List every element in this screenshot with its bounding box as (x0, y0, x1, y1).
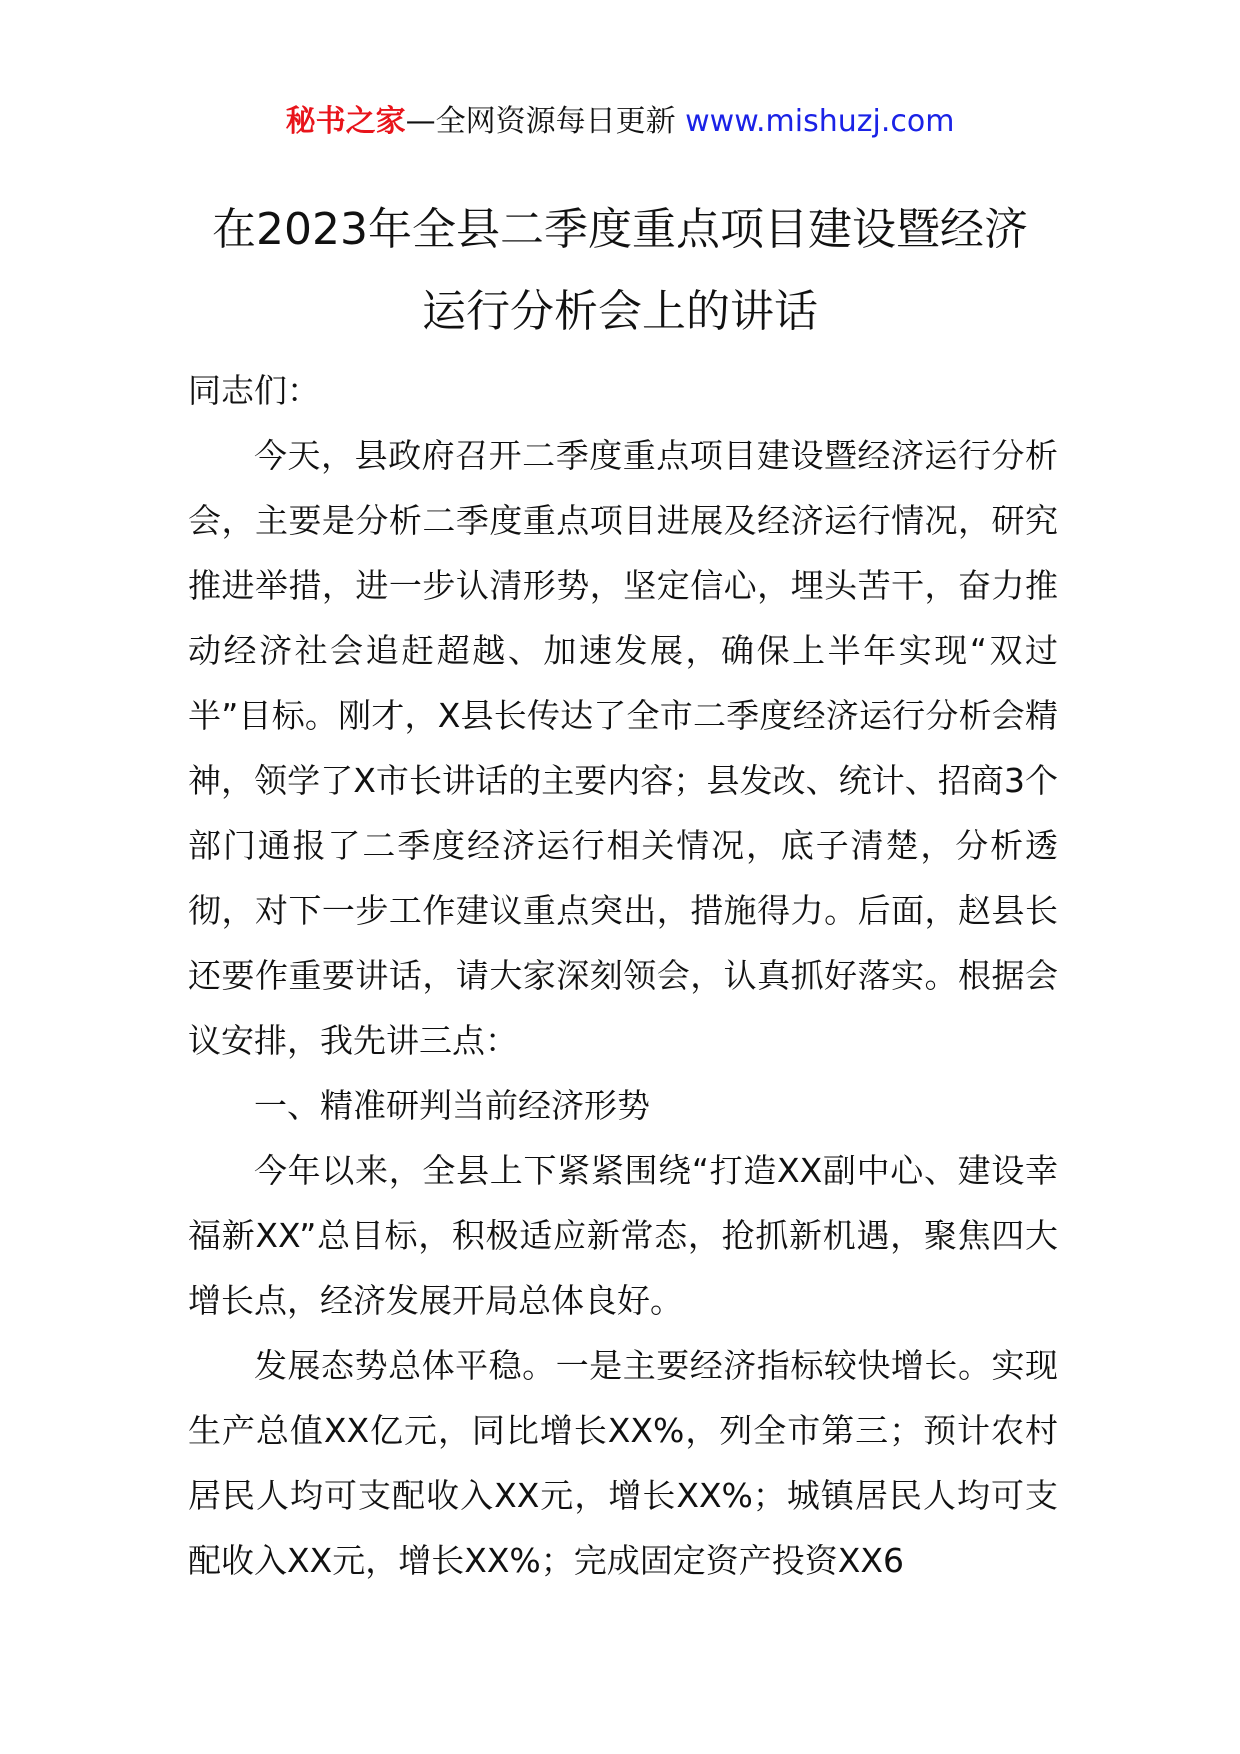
brand-name: 秘书之家 (285, 104, 406, 139)
site-header (0, 100, 1240, 144)
site-url-link[interactable]: www.mishuzj.com (685, 104, 955, 139)
section-heading-1: 一、精准研判当前经济形势 (254, 1086, 650, 1125)
document-body (188, 358, 1058, 1593)
paragraph-indicators: 发展态势总体平稳。一是主要经济指标较快增长。实现生产总值XX亿元，同比增长XX%，列全市第三；预计农村居民人均可支配收入XX元，增长XX%；城镇居民人均可支配收入XX元，增长XX%；完成固定资产投资XX6 (188, 1346, 1058, 1580)
document-title (100, 189, 1140, 353)
salutation: 同志们： (188, 371, 320, 410)
paragraph-overview: 今年以来，全县上下紧紧围绕“打造XX副中心、建设幸福新XX”总目标，积极适应新常态，抢抓新机遇，聚焦四大增长点，经济发展开局总体良好。 (188, 1151, 1058, 1320)
document-title-line-2: 运行分析会上的讲话 (422, 286, 818, 338)
document-title-line-1: 在2023年全县二季度重点项目建设暨经济 (212, 204, 1028, 256)
paragraph-opening: 今天，县政府召开二季度重点项目建设暨经济运行分析会，主要是分析二季度重点项目进展及经济运行情况，研究推进举措，进一步认清形势，坚定信心，埋头苦干，奋力推动经济社会追赶超越、加速发展，确保上半年实现“双过半”目标。刚才，X县长传达了全市二季度经济运行分析会精神，领学了X市长讲话的主要内容；县发改、统计、招商3个部门通报了二季度经济运行相关情况，底子清楚，分析透彻，对下一步工作建议重点突出，措施得力。后面，赵县长还要作重要讲话，请大家深刻领会，认真抓好落实。根据会议安排，我先讲三点： (188, 436, 1058, 1060)
header-tagline: —全网资源每日更新 (405, 104, 676, 139)
